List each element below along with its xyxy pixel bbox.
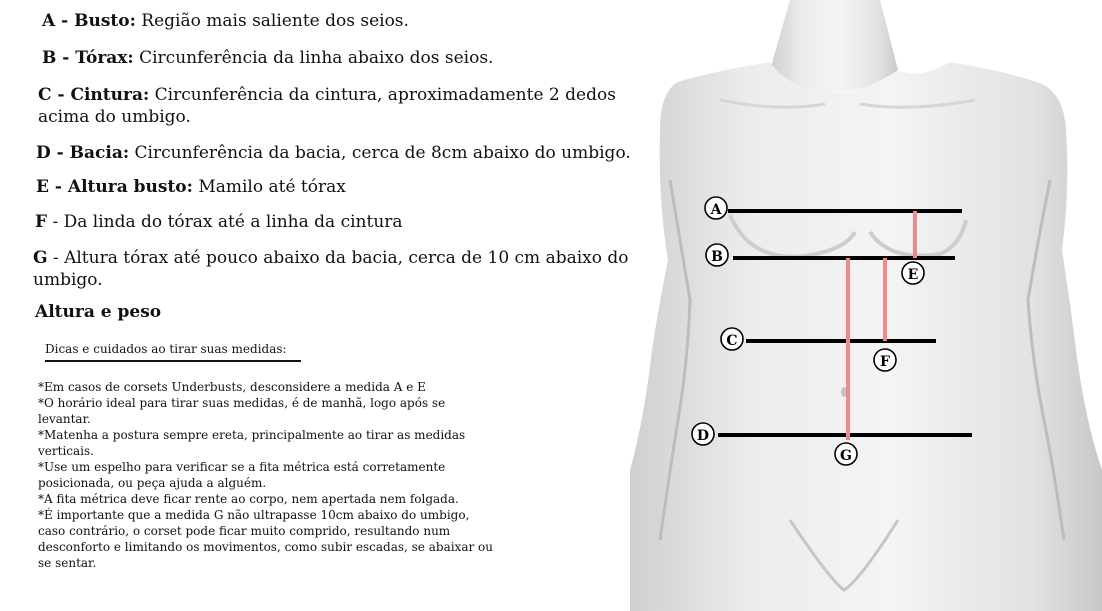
measure-desc: Região mais saliente dos seios.: [141, 11, 409, 31]
label-a-text: A: [710, 202, 722, 218]
tip-item: *Em casos de corsets Underbusts, desconsidere a medida A e E: [38, 380, 426, 394]
measure-item-b: B - Tórax: Circunferência da linha abaixo dos seios.: [42, 48, 494, 68]
label-d-text: D: [696, 428, 710, 444]
measure-term: Tórax:: [75, 48, 134, 68]
tip-item: *É importante que a medida G não ultrapasse 10cm abaixo do umbigo, caso contrário, o corset pode ficar muito comprido, resultando num desconforto e limitando os movimentos, como subir escadas, se abaixar ou se sentar.: [38, 508, 493, 570]
measure-letter: E: [36, 177, 49, 197]
label-g-text: G: [840, 448, 852, 464]
measure-letter: G: [33, 248, 48, 268]
measure-letter: F: [35, 212, 48, 232]
measure-item-e: E - Altura busto: Mamilo até tórax: [36, 177, 346, 197]
tips-list: [38, 379, 498, 571]
measure-desc: Circunferência da linha abaixo dos seios.: [139, 48, 494, 68]
tip-item: *A fita métrica deve ficar rente ao corpo, nem apertada nem folgada.: [38, 492, 459, 506]
label-d: [692, 423, 714, 445]
measure-desc: Altura tórax até pouco abaixo da bacia, cerca de 10 cm abaixo do umbigo.: [33, 248, 629, 290]
mannequin-figure: [630, 0, 1102, 611]
measure-desc: Da linda do tórax até a linha da cintura: [63, 212, 403, 232]
label-g: [835, 443, 857, 465]
tips-title: Dicas e cuidados ao tirar suas medidas:: [45, 342, 301, 362]
measure-term: Bacia:: [69, 143, 130, 163]
measure-desc: Circunferência da bacia, cerca de 8cm abaixo do umbigo.: [134, 143, 631, 163]
measure-item-f: F - Da linda do tórax até a linha da cintura: [35, 212, 403, 232]
measure-letter: B: [42, 48, 57, 68]
measure-term: Busto:: [74, 11, 136, 31]
measure-item-g: G - Altura tórax até pouco abaixo da bacia, cerca de 10 cm abaixo do umbigo.: [33, 248, 629, 290]
label-f-text: F: [880, 354, 890, 370]
tip-item: *Use um espelho para verificar se a fita métrica está corretamente posicionada, ou peça ajuda a alguém.: [38, 460, 446, 490]
label-e: [902, 262, 924, 284]
measure-item-c: C - Cintura: Circunferência da cintura, aproximadamente 2 dedos acima do umbigo.: [38, 85, 616, 127]
measure-letter: A: [42, 11, 56, 31]
measure-letter: C: [38, 85, 52, 105]
label-a: [705, 197, 727, 219]
measure-term: Altura busto:: [67, 177, 193, 197]
label-f: [874, 349, 896, 371]
label-b: [706, 244, 728, 266]
label-c: [721, 328, 743, 350]
tip-item: *Matenha a postura sempre ereta, principalmente ao tirar as medidas verticais.: [38, 428, 466, 458]
measure-item-a: A - Busto: Região mais saliente dos seios.: [42, 11, 409, 31]
measure-letter: D: [36, 143, 51, 163]
measure-term: Cintura:: [70, 85, 150, 105]
label-c-text: C: [726, 333, 738, 349]
tip-item: *O horário ideal para tirar suas medidas, é de manhã, logo após se levantar.: [38, 396, 446, 426]
label-b-text: B: [711, 249, 723, 265]
label-e-text: E: [907, 267, 919, 283]
mannequin-body: [630, 0, 1102, 611]
measure-desc: Mamilo até tórax: [198, 177, 346, 197]
section-title: Altura e peso: [35, 302, 162, 322]
measure-desc: Circunferência da cintura, aproximadamente 2 dedos acima do umbigo.: [38, 85, 616, 127]
mannequin-neck: [770, 0, 898, 92]
measure-item-d: D - Bacia: Circunferência da bacia, cerca de 8cm abaixo do umbigo.: [36, 143, 631, 163]
